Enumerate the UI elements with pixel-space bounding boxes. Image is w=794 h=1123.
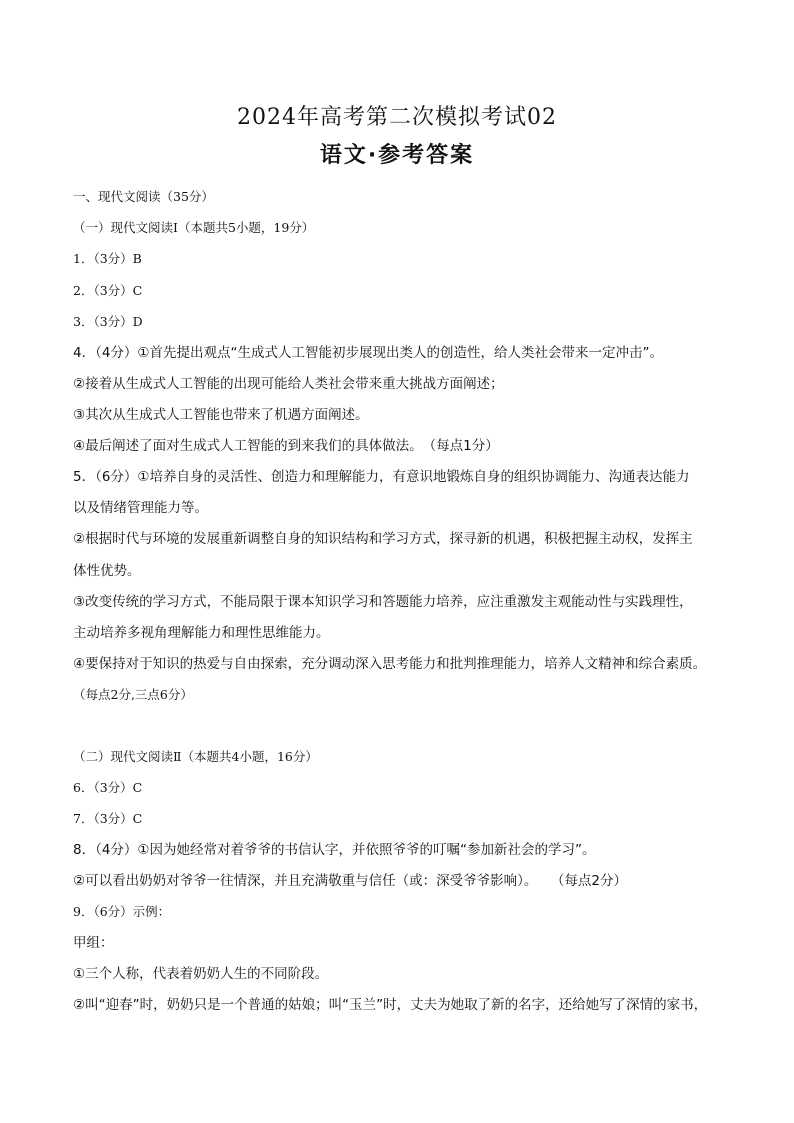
answer-line: （每点2分,三点6分） [73, 687, 193, 702]
section-heading: 一、现代文阅读（35分） [73, 189, 214, 204]
answer-line: 甲组： [73, 935, 114, 951]
answer-line: ①三个人称，代表着奶奶人生的不同阶段。 [73, 966, 329, 982]
answer-line: 3．（3分）D [73, 314, 143, 329]
answer-line: ②叫“迎春”时，奶奶只是一个普通的姑娘；叫“玉兰”时，丈夫为她取了新的名字，还给她写了深情的家书， [73, 997, 708, 1013]
answer-line: ③其次从生成式人工智能也带来了机遇方面阐述。 [73, 407, 369, 423]
answer-line: 2．（3分）C [73, 283, 143, 298]
exam-title: 2024年高考第二次模拟考试02 [237, 105, 557, 130]
answer-line: 以及情绪管理能力等。 [73, 500, 208, 516]
answer-line: 体性优势。 [73, 563, 141, 579]
answer-line: ④最后阐述了面对生成式人工智能的到来我们的具体做法。 （每点1分） [73, 438, 499, 454]
answer-line: ②可以看出奶奶对爷爷一往情深，并且充满敬重与信任（或：深受爷爷影响）。 （每点2分） [73, 873, 627, 889]
subsection-heading: （一）现代文阅读Ⅰ（本题共5小题，19分） [73, 220, 315, 235]
answer-line: ④要保持对于知识的热爱与自由探索，充分调动深入思考能力和批判推理能力，培养人文精神和综合素质。 [73, 656, 707, 672]
answer-line: 4．（4分）①首先提出观点“生成式人工智能初步展现出类人的创造性，给人类社会带来一定冲击”。 [73, 345, 664, 361]
answer-line: 6．（3分）C [73, 780, 143, 795]
answer-line: ②根据时代与环境的发展重新调整自身的知识结构和学习方式，探寻新的机遇，积极把握主动权，发挥主 [73, 531, 693, 547]
answer-line: ③改变传统的学习方式，不能局限于课本知识学习和答题能力培养，应注重激发主观能动性与实践理性， [73, 594, 693, 610]
answer-line: 9．（6分）示例： [73, 904, 171, 919]
answer-line: 8．（4分）①因为她经常对着爷爷的书信认字，并依照爷爷的叮嘱“参加新社会的学习”。 [73, 842, 596, 858]
answer-line: 5．（6分）①培养自身的灵活性、创造力和理解能力，有意识地锻炼自身的组织协调能力、沟通表达能力 [73, 469, 690, 485]
answer-line: ②接着从生成式人工智能的出现可能给人类社会带来重大挑战方面阐述； [73, 376, 504, 392]
answer-line: 7．（3分）C [73, 811, 143, 826]
answer-line: 1．（3分）B [73, 251, 142, 266]
exam-subtitle: 语文·参考答案 [319, 143, 475, 168]
answer-line: 主动培养多视角理解能力和理性思维能力。 [73, 625, 330, 641]
subsection-heading: （二）现代文阅读Ⅱ（本题共4小题，16分） [73, 749, 318, 764]
